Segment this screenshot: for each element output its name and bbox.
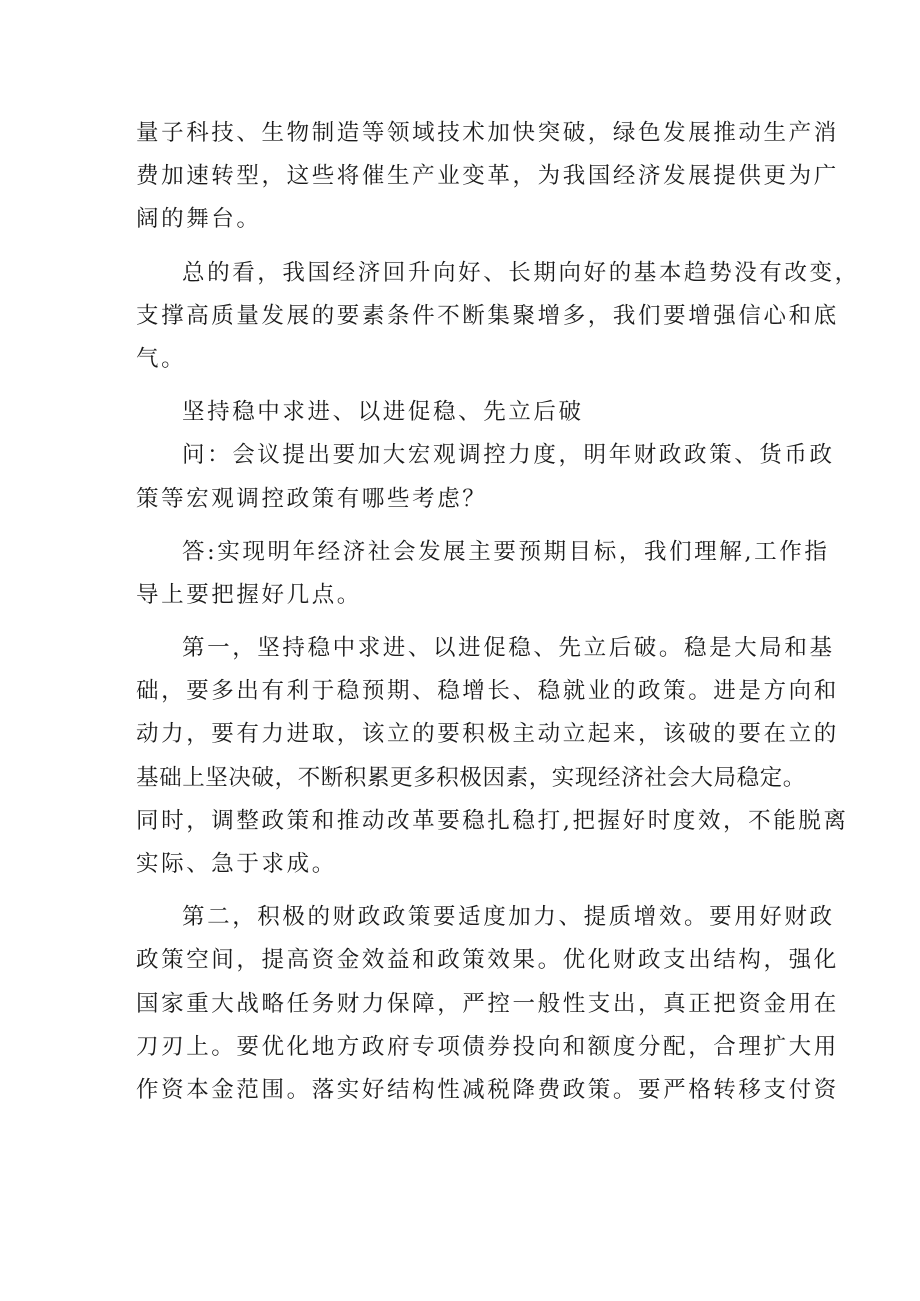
question-line: 问：会议提出要加大宏观调控力度，明年财政政策、货币政 <box>182 442 835 469</box>
paragraph-line: 第二，积极的财政政策要适度加力、提质增效。要用好财政 <box>182 904 835 931</box>
paragraph-line: 础，要多出有利于稳预期、稳增长、稳就业的政策。进是方向和 <box>136 678 839 705</box>
question-line: 策等宏观调控政策有哪些考虑？ <box>136 485 488 512</box>
document-body <box>136 112 860 1112</box>
paragraph-line: 作资本金范围。落实好结构性减税降费政策。要严格转移支付资 <box>136 1076 839 1103</box>
answer-line: 导上要把握好几点。 <box>136 581 362 608</box>
paragraph-line: 量子科技、生物制造等领域技术加快突破，绿色发展推动生产消 <box>136 120 839 146</box>
paragraph-line: 第一，坚持稳中求进、以进促稳、先立后破。稳是大局和基 <box>182 635 835 662</box>
paragraph-line: 总的看，我国经济回升向好、长期向好的基本趋势没有改变， <box>182 259 860 286</box>
section-heading: 坚持稳中求进、以进促稳、先立后破 <box>182 399 584 426</box>
paragraph-line: 气。 <box>136 345 187 372</box>
paragraph-line: 基础上坚决破，不断积累更多积极因素，实现经济社会大局稳定。 <box>136 764 806 791</box>
paragraph-line: 同时，调整政策和推动改革要稳扎稳打,把握好时度效，不能脱离 <box>136 807 849 834</box>
paragraph-line: 实际、急于求成。 <box>136 851 337 877</box>
paragraph-line: 费加速转型，这些将催生产业变革，为我国经济发展提供更为广 <box>136 163 839 190</box>
paragraph-line: 刀刃上。要优化地方政府专项债券投向和额度分配，合理扩大用 <box>136 1033 839 1060</box>
paragraph-line: 阔的舞台。 <box>136 206 262 233</box>
paragraph-line: 国家重大战略任务财力保障，严控一般性支出，真正把资金用在 <box>136 990 839 1017</box>
paragraph-line: 动力，要有力进取，该立的要积极主动立起来，该破的要在立的 <box>136 721 839 748</box>
answer-line: 答:实现明年经济社会发展主要预期目标，我们理解,工作指 <box>182 538 830 565</box>
paragraph-line: 政策空间，提高资金效益和政策效果。优化财政支出结构，强化 <box>136 947 839 974</box>
paragraph-line: 支撑高质量发展的要素条件不断集聚增多，我们要增强信心和底 <box>136 302 839 329</box>
